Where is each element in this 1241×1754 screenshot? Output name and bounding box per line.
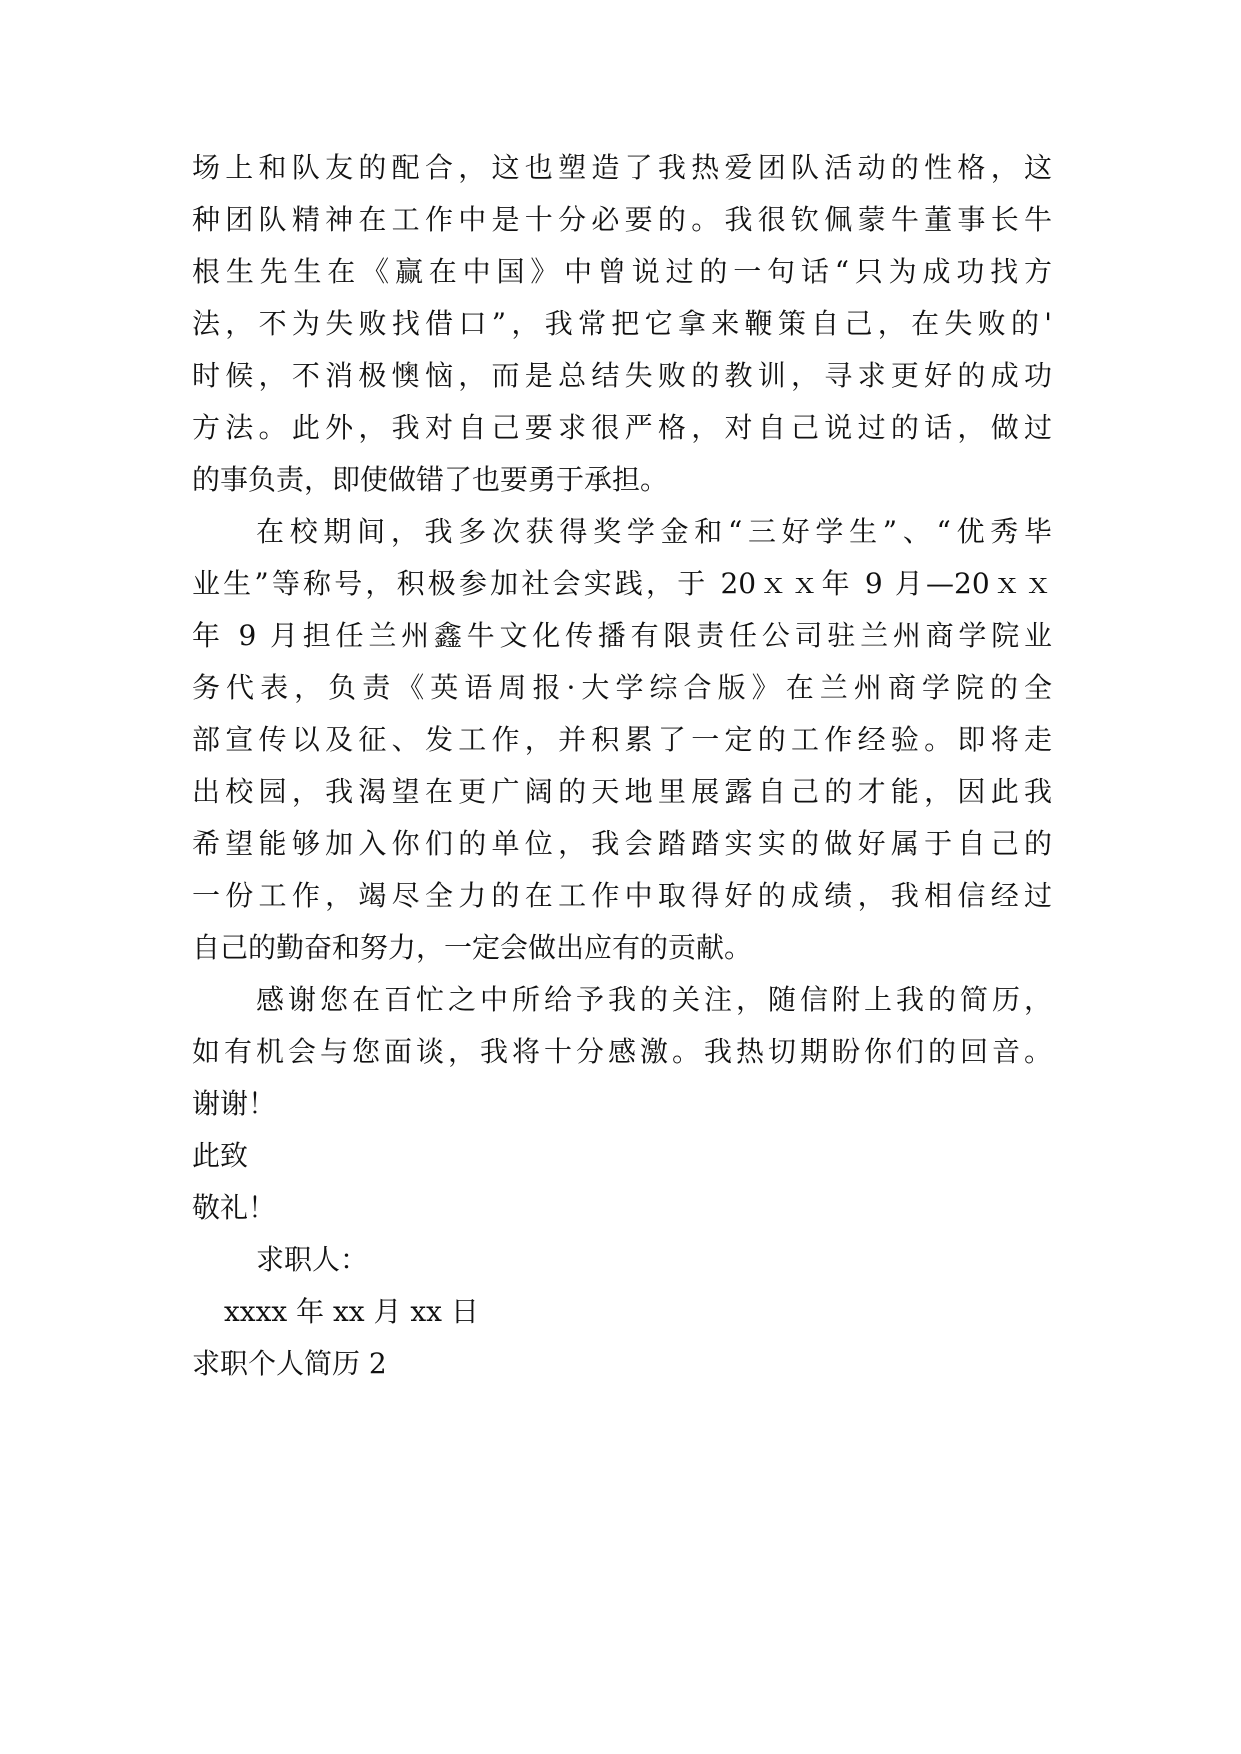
closing-regards: 敬礼！ — [192, 1191, 277, 1224]
text-line: 年 9 月担任兰州鑫牛文化传播有限责任公司驻兰州商学院业 — [192, 619, 1052, 652]
text-line: 务代表，负责《英语周报·大学综合版》在兰州商学院的全 — [192, 671, 1052, 704]
text-line: 种团队精神在工作中是十分必要的。我很钦佩蒙牛董事长牛 — [192, 203, 1052, 236]
section-title: 求职个人简历 2 — [192, 1347, 387, 1380]
text-line: 场上和队友的配合，这也塑造了我热爱团队活动的性格，这 — [192, 151, 1052, 184]
text-line: 如有机会与您面谈，我将十分感激。我热切期盼你们的回音。 — [192, 1035, 1052, 1068]
signature-date: xxxx 年 xx 月 xx 日 — [224, 1295, 479, 1328]
text-line: 在校期间，我多次获得奖学金和“三好学生”、“优秀毕 — [256, 515, 1052, 548]
closing-salutation: 此致 — [192, 1139, 249, 1172]
text-line: 业生”等称号，积极参加社会实践，于 20ｘｘ年 9 月—20ｘｘ — [192, 567, 1052, 600]
text-line: 谢谢！ — [192, 1087, 277, 1120]
text-line: 法，不为失败找借口”，我常把它拿来鞭策自己，在失败的' — [192, 307, 1052, 340]
text-line: 部宣传以及征、发工作，并积累了一定的工作经验。即将走 — [192, 723, 1052, 756]
text-line: 出校园，我渴望在更广阔的天地里展露自己的才能，因此我 — [192, 775, 1052, 808]
text-line: 时候，不消极懊恼，而是总结失败的教训，寻求更好的成功 — [192, 359, 1052, 392]
text-line: 自己的勤奋和努力，一定会做出应有的贡献。 — [192, 931, 753, 964]
text-line: 方法。此外，我对自己要求很严格，对自己说过的话，做过 — [192, 411, 1052, 444]
text-line: 希望能够加入你们的单位，我会踏踏实实的做好属于自己的 — [192, 827, 1052, 860]
text-line: 根生先生在《赢在中国》中曾说过的一句话“只为成功找方 — [192, 255, 1052, 288]
text-line: 的事负责，即使做错了也要勇于承担。 — [192, 463, 669, 496]
text-line: 感谢您在百忙之中所给予我的关注，随信附上我的简历， — [256, 983, 1052, 1016]
signature-label: 求职人： — [256, 1243, 369, 1276]
text-line: 一份工作，竭尽全力的在工作中取得好的成绩，我相信经过 — [192, 879, 1052, 912]
